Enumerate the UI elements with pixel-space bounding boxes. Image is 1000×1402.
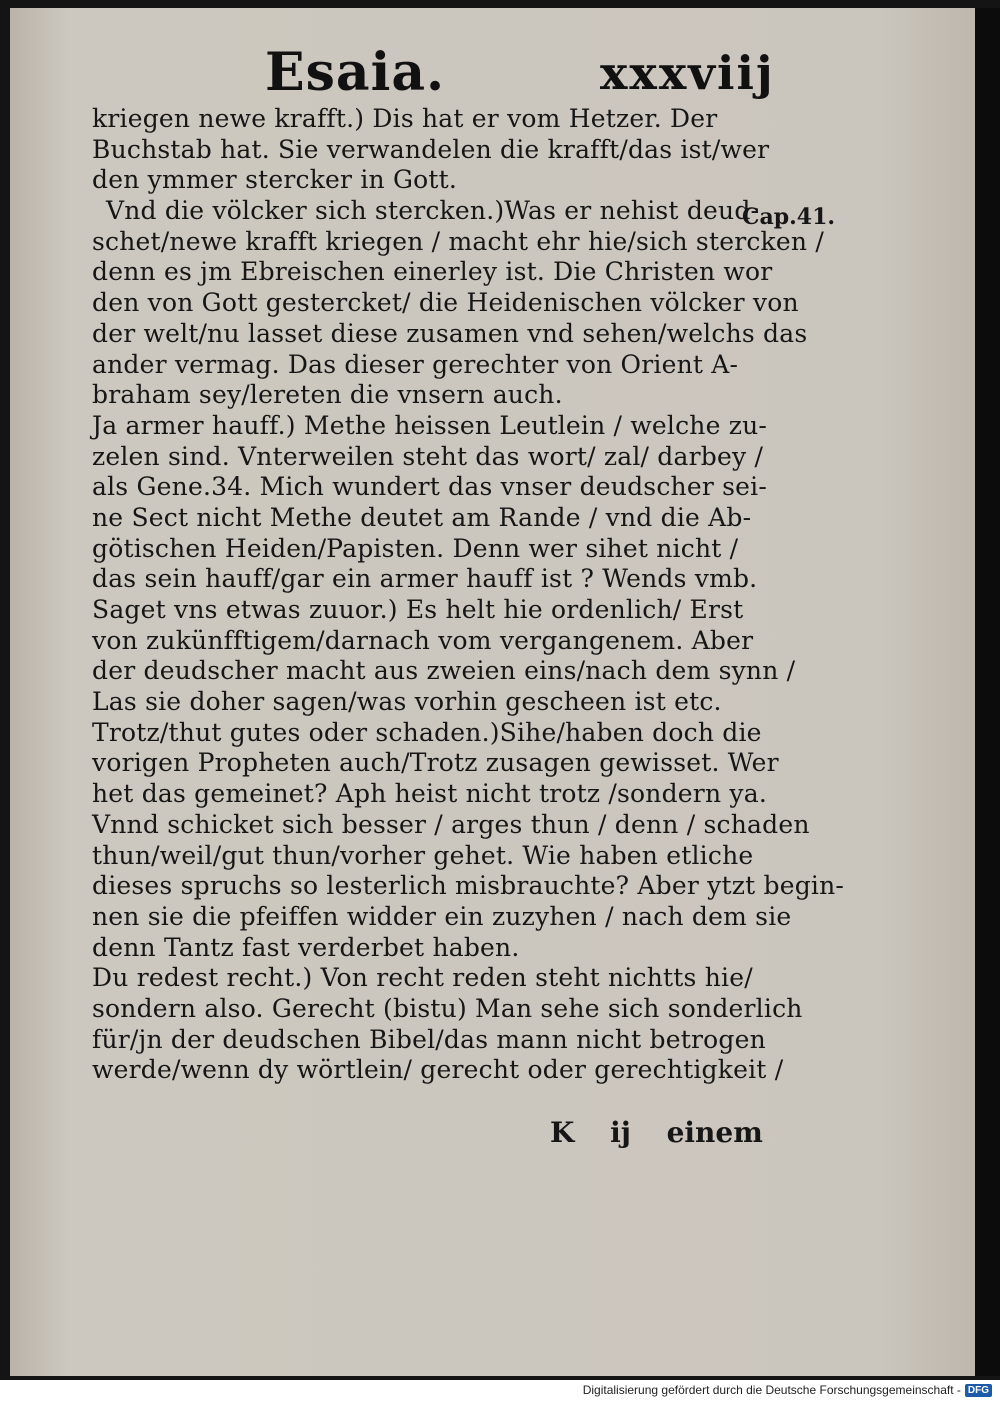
text-line: von zukünfftigem/darnach vom vergangenem. Aber	[92, 625, 754, 655]
text-line: Buchstab hat. Sie verwandelen die krafft/das ist/wer	[92, 134, 770, 164]
folio-number: xxxviij	[600, 46, 775, 100]
text-line: ander vermag. Das dieser gerechter von Orient A-	[92, 349, 739, 379]
text-line: ne Sect nicht Methe deutet am Rande / vnd die Ab-	[92, 502, 752, 532]
text-line: den ymmer stercker in Gott.	[92, 165, 458, 195]
text-line: vorigen Propheten auch/Trotz zusagen gewisset. Wer	[92, 748, 779, 778]
text-line: kriegen newe krafft.) Dis hat er vom Hetzer. Der	[92, 104, 718, 133]
text-line: Vnnd schicket sich besser / arges thun / denn / schaden	[92, 809, 810, 839]
text-line: thun/weil/gut thun/vorher gehet. Wie haben etliche	[92, 840, 754, 870]
text-line: Ja armer hauff.) Methe heissen Leutlein / welche zu-	[92, 410, 768, 440]
text-line: zelen sind. Vnterweilen steht das wort/ zal/ darbey /	[92, 441, 764, 471]
text-line: Du redest recht.) Von recht reden steht nichtts hie/	[92, 963, 753, 993]
text-line: Trotz/thut gutes oder schaden.)Sihe/haben doch die	[92, 717, 762, 747]
margin-note: Cap.41.	[742, 204, 836, 230]
text-line: das sein hauff/gar ein armer hauff ist ? Wends vmb.	[92, 564, 758, 594]
footer-credit	[583, 1380, 992, 1400]
footer-credit-text: Digitalisierung gefördert durch die Deutsche Forschungsgemeinschaft -	[582, 1383, 961, 1397]
running-head: Esaia.	[265, 42, 446, 103]
text-line: dieses spruchs so lesterlich misbrauchte? Aber ytzt begin-	[92, 871, 845, 901]
text-line: götischen Heiden/Papisten. Denn wer sihet nicht /	[92, 533, 739, 563]
text-line: braham sey/lereten die vnsern auch.	[92, 380, 563, 410]
text-line: der deudscher macht aus zweien eins/nach dem synn /	[92, 656, 796, 686]
catchword: K ij einem	[550, 1116, 763, 1149]
text-line: denn Tantz fast verderbet haben.	[92, 932, 520, 962]
text-line: nen sie die pfeiffen widder ein zuzyhen / nach dem sie	[92, 901, 792, 931]
text-line: als Gene.34. Mich wundert das vnser deudscher sei-	[92, 472, 768, 502]
text-line: schet/newe krafft kriegen / macht ehr hie/sich stercken /	[92, 226, 824, 256]
book-edge	[975, 8, 1000, 1376]
text-line: het das gemeinet? Aph heist nicht trotz /sondern ya.	[92, 779, 767, 809]
text-line: der welt/nu lasset diese zusamen vnd sehen/welchs das	[92, 318, 808, 348]
page-header	[10, 42, 975, 112]
book-page	[10, 8, 975, 1376]
text-line: denn es jm Ebreischen einerley ist. Die Christen wor	[92, 257, 773, 287]
text-line: Saget vns etwas zuuor.) Es helt hie ordenlich/ Erst	[92, 595, 744, 624]
dfg-logo: DFG	[965, 1384, 992, 1397]
text-line: werde/wenn dy wörtlein/ gerecht oder gerechtigkeit /	[92, 1055, 784, 1085]
text-line: den von Gott gestercket/ die Heidenischen völcker von	[92, 288, 799, 318]
text-line: sondern also. Gerecht (bistu) Man sehe sich sonderlich	[92, 993, 803, 1023]
text-line: für/jn der deudschen Bibel/das mann nicht betrogen	[92, 1024, 766, 1054]
text-line: Vnd die völcker sich stercken.)Was er nehist deud-	[106, 196, 760, 226]
text-line: Las sie doher sagen/was vorhin gescheen ist etc.	[92, 687, 722, 717]
